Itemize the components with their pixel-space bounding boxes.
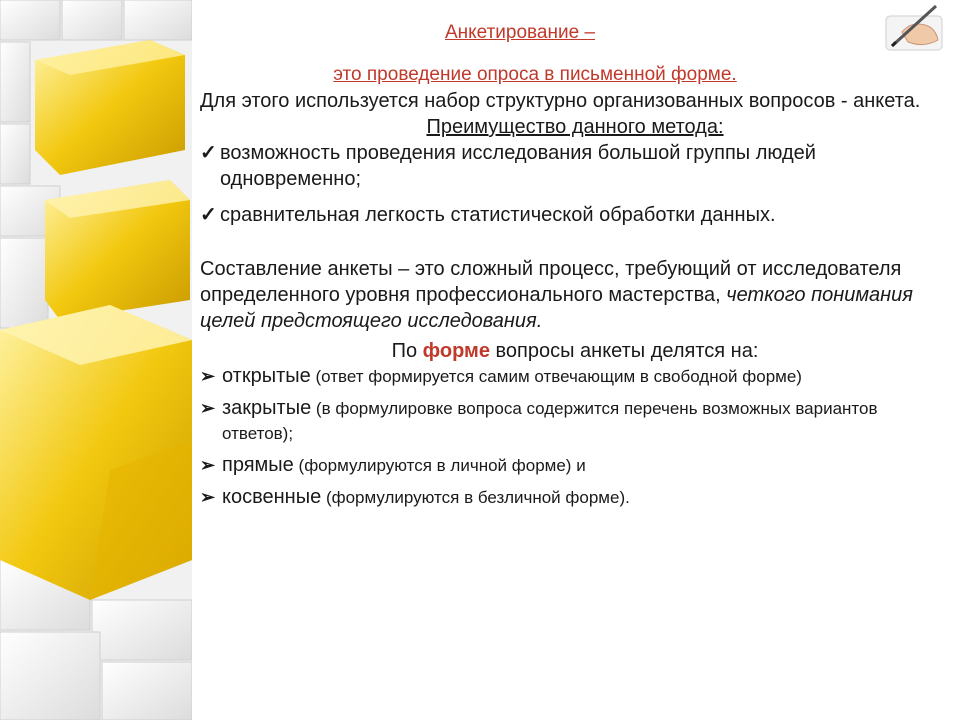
question-type-note: (ответ формируется самим отвечающим в свободной форме) <box>310 367 802 386</box>
question-type-item <box>200 485 950 511</box>
question-type-item <box>200 453 950 479</box>
check-icon: ✓ <box>200 142 217 164</box>
yellow-cube-bottom <box>0 305 192 600</box>
arrow-bullet-icon: ➢ <box>200 398 216 418</box>
yellow-cube-middle <box>45 180 190 320</box>
question-type-item <box>200 364 950 390</box>
advantage-text: сравнительная легкость статистической обработки данных. <box>220 204 776 226</box>
arrow-bullet-icon: ➢ <box>200 366 216 386</box>
slide-subtitle: это проведение опроса в письменной форме. <box>333 64 737 85</box>
composition-text: Составление анкеты – это сложный процесс, требующий от исследователя определенного уровня профессионального мастерства, четкого понимания целей предстоящего исследования. <box>200 258 913 332</box>
question-type-note: (в формулировке вопроса содержится перечень возможных вариантов ответов); <box>222 399 878 443</box>
slide-content <box>200 20 950 511</box>
question-type-name: косвенные <box>222 486 322 508</box>
arrow-bullet-icon: ➢ <box>200 455 216 475</box>
question-type-item <box>200 396 950 447</box>
question-type-name: закрытые <box>222 397 312 419</box>
composition-italic: четкого понимания целей предстоящего исследования. <box>200 284 913 332</box>
arrow-bullet-icon: ➢ <box>200 487 216 507</box>
decorative-cubes-image <box>0 0 192 720</box>
form-heading: По форме вопросы анкеты делятся на: <box>391 340 759 362</box>
question-type-note: (формулируются в личной форме) и <box>293 456 586 475</box>
advantage-item <box>200 202 950 228</box>
form-keyword: форме <box>422 340 490 362</box>
question-type-name: прямые <box>222 454 294 476</box>
advantage-text: возможность проведения исследования большой группы людей одновременно; <box>220 142 816 190</box>
advantage-item <box>200 140 950 192</box>
question-type-name: открытые <box>222 365 311 387</box>
intro-text: Для этого используется набор структурно организованных вопросов - анкета. <box>200 90 921 112</box>
advantage-heading: Преимущество данного метода: <box>426 116 724 138</box>
slide-title: Анкетирование – <box>444 22 596 43</box>
check-icon: ✓ <box>200 204 217 226</box>
question-type-note: (формулируются в безличной форме). <box>321 488 630 507</box>
